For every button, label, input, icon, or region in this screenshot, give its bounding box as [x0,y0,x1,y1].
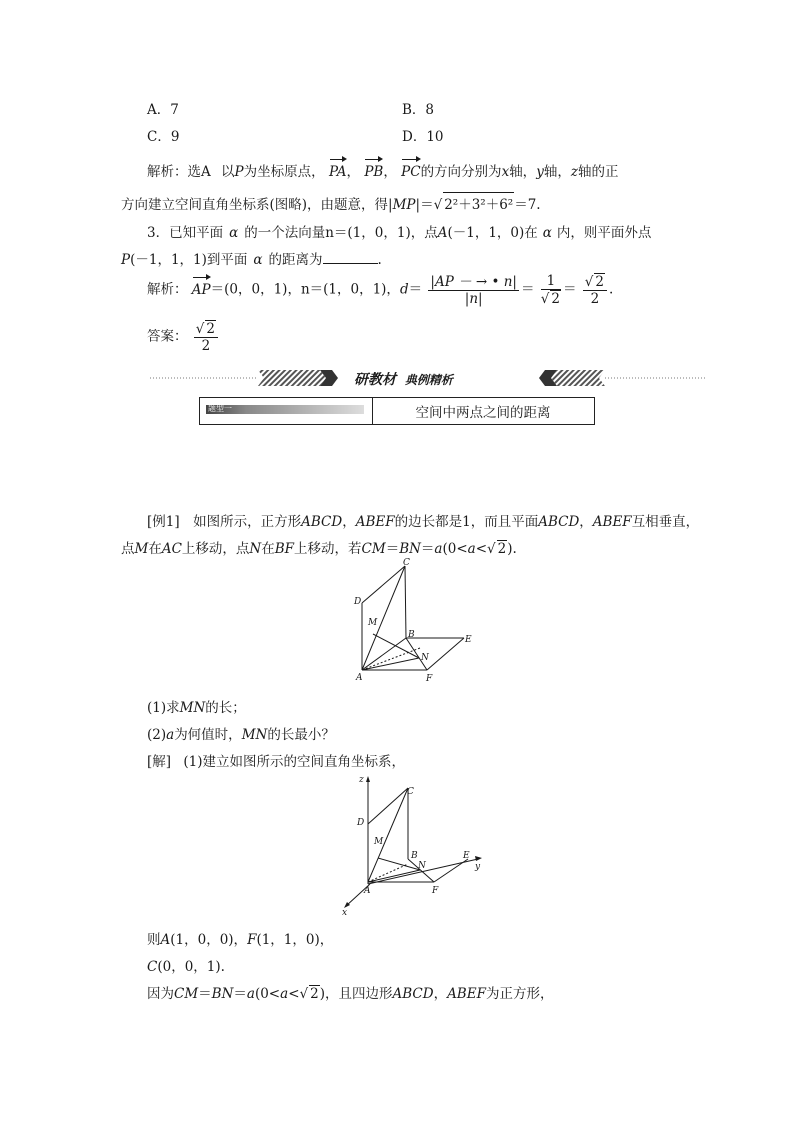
vector-pc: PC [401,164,421,180]
figure-1 [340,558,480,686]
answer-blank [323,251,378,264]
fig1-label-a: A [356,673,363,683]
topic-badge: 题型一 [208,404,232,413]
fig2-edge-ac [368,788,408,882]
fig2-label-y: y [475,862,481,872]
radicand: 2²＋3²＋6² [443,192,514,213]
question-3-line-2: P(－1，1，1)到平面 α 的距离为 . [121,252,382,268]
question-3-line-1: 3．已知平面 α 的一个法向量n＝(1，0，1)，点A(－1，1，0)在 α 内，则平面外点 [147,225,652,241]
part-2: (2)a为何值时，MN的长最小？ [147,727,335,743]
vector-pb: PB [364,164,384,180]
fig2-edge-dc [368,788,408,824]
part-1: (1)求MN的长； [147,700,246,716]
fig1-label-f: F [426,674,433,684]
fig1-edge-dc [362,566,405,603]
figure-2-diagram [338,772,488,918]
answer: 答案： $\frac{√ 2}{2}$ [147,320,220,354]
answer-fraction: $\frac{√ 2}{2}$ [194,320,218,354]
option-c: C．9 [147,129,180,145]
banner-title: 研教材 典例精析 [354,372,453,388]
fig1-edge-cb [405,566,406,638]
fig1-label-m: M [368,618,378,628]
figure-2 [338,772,488,918]
fig2-label-a: A [364,886,371,896]
section-banner [150,368,706,388]
fig2-label-z: z [359,775,364,785]
topic-box [199,397,595,425]
option-a: A．7 [147,102,179,118]
fig2-label-f: F [432,886,439,896]
solution-intro: [解] (1)建立如图所示的空间直角坐标系， [147,754,405,770]
fig1-label-e: E [465,635,472,645]
fig2-segment-an [368,870,420,882]
vector-ap: AP [191,281,211,298]
figure-1-diagram [340,558,480,686]
topic-title: 空间中两点之间的距离 [415,405,551,421]
coords-line-2: C(0，0，1). [147,959,225,975]
topic-badge-cell [200,398,373,424]
fig2-label-n: N [418,861,426,871]
vector-pa: PA [328,164,347,180]
fig2-label-x: x [342,908,348,918]
fig2-label-m: M [374,837,384,847]
analysis-1-line-2: 方向建立空间直角坐标系(图略)，由题意，得|MP|＝√ 2²＋3²＋6²＝7. [121,192,541,213]
analysis-3: 解析： AP＝(0，0，1)，n＝(1，0，1)，d＝ $\frac{|AP - \to • n|}{|n|}$ ＝ $\frac{1}{√ 2}$ ＝ $\frac{√ 2}{2}$ . [147,273,614,307]
fig1-label-b: B [408,630,415,640]
fraction-root-two-over-two: $\frac{√ 2}{2}$ [583,273,607,307]
fig1-label-n: N [421,653,429,663]
fig1-edge-fe [427,638,464,670]
fig1-dashed-line [362,648,420,670]
fraction-distance: $\frac{|AP - \to • n|}{|n|}$ [430,273,517,307]
fig2-label-d: D [357,818,365,828]
fig2-label-e: E [463,851,470,861]
fig1-label-d: D [354,597,362,607]
fig2-label-b: B [411,851,418,861]
example-1-line-1: [例1] 如图所示，正方形ABCD，ABEF的边长都是1，而且平面ABCD，ABEF互相垂直， [147,514,700,530]
example-1-line-2: 点M在AC上移动，点N在BF上移动，若CM＝BN＝a(0<a<√ 2). [121,541,517,557]
fig2-label-c: C [407,787,414,797]
analysis-1-line-1: 解析：选A 以P为坐标原点， PA， PB， PC的方向分别为x轴，y轴，z轴的正 [147,164,619,180]
fig2-edge-fe [434,859,468,882]
option-b: B．8 [402,102,435,118]
coords-line-1: 则A(1，0，0)，F(1，1，0)， [147,932,334,948]
fig1-label-c: C [403,558,410,568]
because-line: 因为CM＝BN＝a(0<a<√ 2)，且四边形ABCD，ABEF为正方形， [147,986,554,1002]
fraction-one-over-root-two: $\frac{1}{√ 2}$ [540,273,560,307]
option-d: D．10 [402,129,444,145]
